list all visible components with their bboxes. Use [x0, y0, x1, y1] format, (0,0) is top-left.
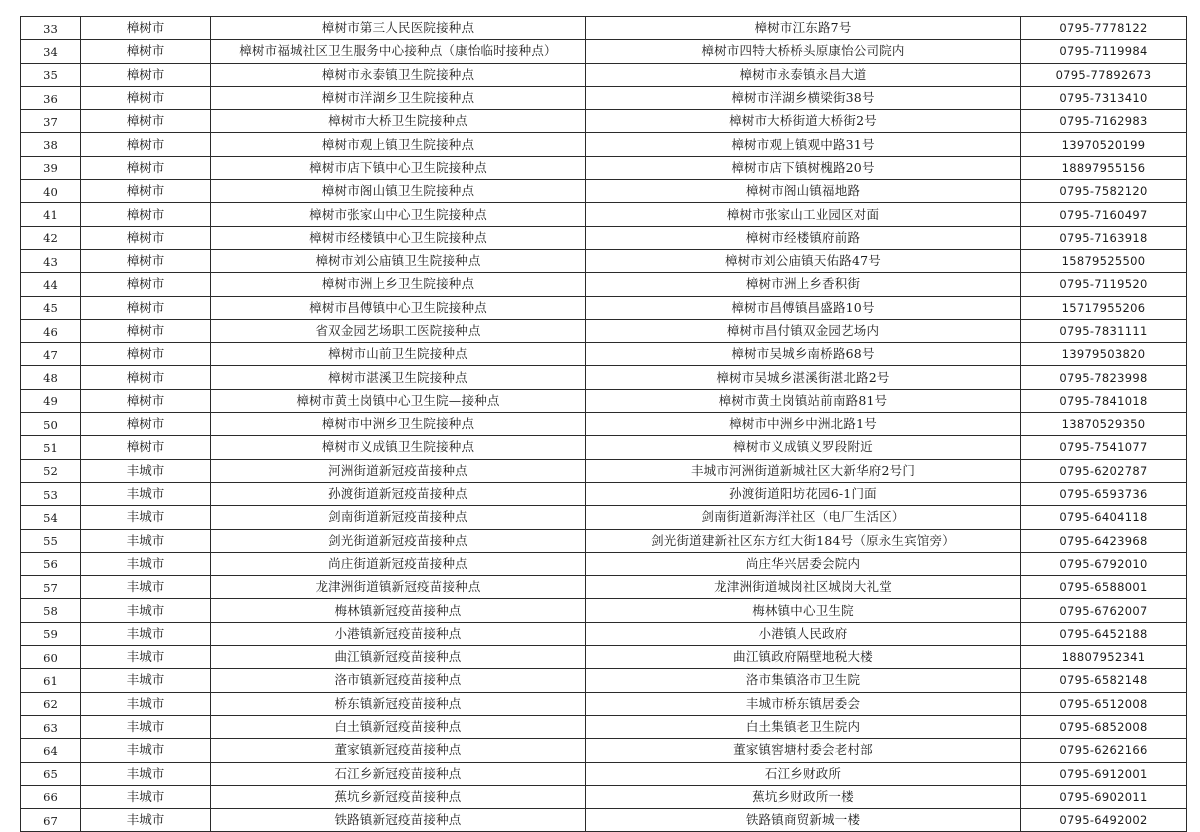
city-cell: 丰城市	[81, 599, 211, 622]
address-cell: 梅林镇中心卫生院	[586, 599, 1021, 622]
address-cell: 董家镇窖塘村委会老村部	[586, 739, 1021, 762]
phone-cell: 0795-7163918	[1021, 226, 1187, 249]
table-row	[21, 413, 1187, 436]
phone-cell: 0795-6902011	[1021, 785, 1187, 808]
site-name-cell: 石江乡新冠疫苗接种点	[211, 762, 586, 785]
address-cell: 尚庄华兴居委会院内	[586, 552, 1021, 575]
address-cell: 樟树市四特大桥桥头原康怡公司院内	[586, 40, 1021, 63]
city-cell: 樟树市	[81, 40, 211, 63]
site-name-cell: 樟树市观上镇卫生院接种点	[211, 133, 586, 156]
site-name-cell: 梅林镇新冠疫苗接种点	[211, 599, 586, 622]
site-name-cell: 铁路镇新冠疫苗接种点	[211, 809, 586, 832]
phone-cell: 18897955156	[1021, 156, 1187, 179]
row-number: 66	[21, 785, 81, 808]
city-cell: 丰城市	[81, 552, 211, 575]
address-cell: 剑南街道新海洋社区（电厂生活区）	[586, 506, 1021, 529]
site-name-cell: 孙渡街道新冠疫苗接种点	[211, 482, 586, 505]
row-number: 43	[21, 249, 81, 272]
row-number: 33	[21, 17, 81, 40]
row-number: 52	[21, 459, 81, 482]
table-row	[21, 459, 1187, 482]
vaccination-site-table	[20, 16, 1187, 832]
address-cell: 樟树市吴城乡湛溪街湛北路2号	[586, 366, 1021, 389]
address-cell: 樟树市昌付镇双金园艺场内	[586, 319, 1021, 342]
city-cell: 樟树市	[81, 86, 211, 109]
table-row	[21, 343, 1187, 366]
site-name-cell: 龙津洲街道镇新冠疫苗接种点	[211, 576, 586, 599]
city-cell: 丰城市	[81, 529, 211, 552]
address-cell: 蕉坑乡财政所一楼	[586, 785, 1021, 808]
phone-cell: 0795-7831111	[1021, 319, 1187, 342]
table-row	[21, 482, 1187, 505]
row-number: 48	[21, 366, 81, 389]
row-number: 67	[21, 809, 81, 832]
site-name-cell: 樟树市洋湖乡卫生院接种点	[211, 86, 586, 109]
site-name-cell: 河洲街道新冠疫苗接种点	[211, 459, 586, 482]
address-cell: 樟树市洋湖乡横梁街38号	[586, 86, 1021, 109]
city-cell: 樟树市	[81, 110, 211, 133]
phone-cell: 13970520199	[1021, 133, 1187, 156]
row-number: 36	[21, 86, 81, 109]
row-number: 59	[21, 622, 81, 645]
table-row	[21, 715, 1187, 738]
table-row	[21, 599, 1187, 622]
table-body	[21, 17, 1187, 832]
phone-cell: 0795-6582148	[1021, 669, 1187, 692]
site-name-cell: 剑光街道新冠疫苗接种点	[211, 529, 586, 552]
site-name-cell: 剑南街道新冠疫苗接种点	[211, 506, 586, 529]
address-cell: 樟树市昌傅镇昌盛路10号	[586, 296, 1021, 319]
phone-cell: 0795-6588001	[1021, 576, 1187, 599]
address-cell: 樟树市张家山工业园区对面	[586, 203, 1021, 226]
site-name-cell: 樟树市刘公庙镇卫生院接种点	[211, 249, 586, 272]
row-number: 63	[21, 715, 81, 738]
address-cell: 樟树市吴城乡南桥路68号	[586, 343, 1021, 366]
site-name-cell: 樟树市大桥卫生院接种点	[211, 110, 586, 133]
site-name-cell: 樟树市经楼镇中心卫生院接种点	[211, 226, 586, 249]
site-name-cell: 小港镇新冠疫苗接种点	[211, 622, 586, 645]
row-number: 53	[21, 482, 81, 505]
city-cell: 丰城市	[81, 692, 211, 715]
site-name-cell: 樟树市洲上乡卫生院接种点	[211, 273, 586, 296]
row-number: 42	[21, 226, 81, 249]
city-cell: 丰城市	[81, 646, 211, 669]
table-row	[21, 156, 1187, 179]
row-number: 45	[21, 296, 81, 319]
phone-cell: 0795-6912001	[1021, 762, 1187, 785]
site-name-cell: 白土镇新冠疫苗接种点	[211, 715, 586, 738]
site-name-cell: 樟树市第三人民医院接种点	[211, 17, 586, 40]
phone-cell: 0795-77892673	[1021, 63, 1187, 86]
table-row	[21, 785, 1187, 808]
address-cell: 樟树市义成镇义罗段附近	[586, 436, 1021, 459]
table-row	[21, 133, 1187, 156]
table-row	[21, 576, 1187, 599]
row-number: 55	[21, 529, 81, 552]
table-row	[21, 40, 1187, 63]
site-name-cell: 樟树市湛溪卫生院接种点	[211, 366, 586, 389]
row-number: 61	[21, 669, 81, 692]
phone-cell: 0795-6404118	[1021, 506, 1187, 529]
city-cell: 丰城市	[81, 669, 211, 692]
table-row	[21, 180, 1187, 203]
site-name-cell: 洛市镇新冠疫苗接种点	[211, 669, 586, 692]
table-row	[21, 529, 1187, 552]
address-cell: 樟树市洲上乡香积街	[586, 273, 1021, 296]
address-cell: 曲江镇政府隔壁地税大楼	[586, 646, 1021, 669]
table-row	[21, 739, 1187, 762]
phone-cell: 0795-7823998	[1021, 366, 1187, 389]
phone-cell: 15879525500	[1021, 249, 1187, 272]
address-cell: 樟树市江东路7号	[586, 17, 1021, 40]
phone-cell: 0795-6202787	[1021, 459, 1187, 482]
phone-cell: 0795-6512008	[1021, 692, 1187, 715]
address-cell: 孙渡街道阳坊花园6-1门面	[586, 482, 1021, 505]
address-cell: 龙津洲街道城岗社区城岗大礼堂	[586, 576, 1021, 599]
row-number: 39	[21, 156, 81, 179]
row-number: 50	[21, 413, 81, 436]
address-cell: 石江乡财政所	[586, 762, 1021, 785]
phone-cell: 18807952341	[1021, 646, 1187, 669]
phone-cell: 0795-6593736	[1021, 482, 1187, 505]
row-number: 47	[21, 343, 81, 366]
table-row	[21, 692, 1187, 715]
address-cell: 丰城市桥东镇居委会	[586, 692, 1021, 715]
city-cell: 丰城市	[81, 506, 211, 529]
site-name-cell: 省双金园艺场职工医院接种点	[211, 319, 586, 342]
city-cell: 樟树市	[81, 319, 211, 342]
city-cell: 丰城市	[81, 762, 211, 785]
table-row	[21, 552, 1187, 575]
row-number: 40	[21, 180, 81, 203]
phone-cell: 0795-7313410	[1021, 86, 1187, 109]
city-cell: 樟树市	[81, 156, 211, 179]
row-number: 57	[21, 576, 81, 599]
table-row	[21, 436, 1187, 459]
site-name-cell: 樟树市黄土岗镇中心卫生院—接种点	[211, 389, 586, 412]
city-cell: 丰城市	[81, 809, 211, 832]
table-row	[21, 226, 1187, 249]
site-name-cell: 樟树市中洲乡卫生院接种点	[211, 413, 586, 436]
city-cell: 丰城市	[81, 785, 211, 808]
row-number: 35	[21, 63, 81, 86]
row-number: 58	[21, 599, 81, 622]
site-name-cell: 樟树市山前卫生院接种点	[211, 343, 586, 366]
table-row	[21, 622, 1187, 645]
site-name-cell: 董家镇新冠疫苗接种点	[211, 739, 586, 762]
phone-cell: 15717955206	[1021, 296, 1187, 319]
table-row	[21, 809, 1187, 832]
row-number: 65	[21, 762, 81, 785]
address-cell: 樟树市黄土岗镇站前南路81号	[586, 389, 1021, 412]
city-cell: 樟树市	[81, 296, 211, 319]
phone-cell: 0795-6262166	[1021, 739, 1187, 762]
address-cell: 樟树市永泰镇永昌大道	[586, 63, 1021, 86]
row-number: 38	[21, 133, 81, 156]
table-row	[21, 63, 1187, 86]
phone-cell: 0795-6452188	[1021, 622, 1187, 645]
phone-cell: 0795-7841018	[1021, 389, 1187, 412]
phone-cell: 0795-7582120	[1021, 180, 1187, 203]
address-cell: 铁路镇商贸新城一楼	[586, 809, 1021, 832]
row-number: 56	[21, 552, 81, 575]
phone-cell: 0795-7778122	[1021, 17, 1187, 40]
site-name-cell: 樟树市阁山镇卫生院接种点	[211, 180, 586, 203]
row-number: 34	[21, 40, 81, 63]
address-cell: 樟树市经楼镇府前路	[586, 226, 1021, 249]
city-cell: 樟树市	[81, 180, 211, 203]
table-row	[21, 669, 1187, 692]
city-cell: 樟树市	[81, 389, 211, 412]
address-cell: 小港镇人民政府	[586, 622, 1021, 645]
table-row	[21, 646, 1187, 669]
site-name-cell: 蕉坑乡新冠疫苗接种点	[211, 785, 586, 808]
address-cell: 樟树市中洲乡中洲北路1号	[586, 413, 1021, 436]
site-name-cell: 樟树市张家山中心卫生院接种点	[211, 203, 586, 226]
table-row	[21, 319, 1187, 342]
table-row	[21, 203, 1187, 226]
city-cell: 丰城市	[81, 622, 211, 645]
address-cell: 剑光街道建新社区东方红大街184号（原永生宾馆旁）	[586, 529, 1021, 552]
phone-cell: 0795-6852008	[1021, 715, 1187, 738]
city-cell: 丰城市	[81, 482, 211, 505]
table-row	[21, 17, 1187, 40]
phone-cell: 0795-7119984	[1021, 40, 1187, 63]
row-number: 60	[21, 646, 81, 669]
city-cell: 樟树市	[81, 343, 211, 366]
city-cell: 樟树市	[81, 226, 211, 249]
row-number: 62	[21, 692, 81, 715]
city-cell: 丰城市	[81, 739, 211, 762]
city-cell: 樟树市	[81, 133, 211, 156]
address-cell: 洛市集镇洛市卫生院	[586, 669, 1021, 692]
table-row	[21, 366, 1187, 389]
city-cell: 丰城市	[81, 459, 211, 482]
table-row	[21, 506, 1187, 529]
row-number: 54	[21, 506, 81, 529]
city-cell: 樟树市	[81, 273, 211, 296]
row-number: 46	[21, 319, 81, 342]
row-number: 64	[21, 739, 81, 762]
city-cell: 樟树市	[81, 249, 211, 272]
address-cell: 樟树市阁山镇福地路	[586, 180, 1021, 203]
row-number: 41	[21, 203, 81, 226]
city-cell: 樟树市	[81, 63, 211, 86]
city-cell: 樟树市	[81, 366, 211, 389]
address-cell: 樟树市大桥街道大桥街2号	[586, 110, 1021, 133]
row-number: 44	[21, 273, 81, 296]
row-number: 49	[21, 389, 81, 412]
phone-cell: 0795-6762007	[1021, 599, 1187, 622]
table-row	[21, 249, 1187, 272]
site-name-cell: 樟树市福城社区卫生服务中心接种点（康怡临时接种点）	[211, 40, 586, 63]
site-name-cell: 桥东镇新冠疫苗接种点	[211, 692, 586, 715]
address-cell: 丰城市河洲街道新城社区大新华府2号门	[586, 459, 1021, 482]
phone-cell: 0795-7541077	[1021, 436, 1187, 459]
phone-cell: 0795-7162983	[1021, 110, 1187, 133]
table-row	[21, 389, 1187, 412]
address-cell: 樟树市刘公庙镇天佑路47号	[586, 249, 1021, 272]
site-name-cell: 尚庄街道新冠疫苗接种点	[211, 552, 586, 575]
city-cell: 樟树市	[81, 17, 211, 40]
phone-cell: 0795-6792010	[1021, 552, 1187, 575]
address-cell: 樟树市观上镇观中路31号	[586, 133, 1021, 156]
table-row	[21, 273, 1187, 296]
phone-cell: 13870529350	[1021, 413, 1187, 436]
city-cell: 丰城市	[81, 715, 211, 738]
city-cell: 樟树市	[81, 203, 211, 226]
site-name-cell: 樟树市昌傅镇中心卫生院接种点	[211, 296, 586, 319]
address-cell: 樟树市店下镇树槐路20号	[586, 156, 1021, 179]
table-row	[21, 110, 1187, 133]
row-number: 37	[21, 110, 81, 133]
phone-cell: 13979503820	[1021, 343, 1187, 366]
row-number: 51	[21, 436, 81, 459]
site-name-cell: 樟树市义成镇卫生院接种点	[211, 436, 586, 459]
city-cell: 樟树市	[81, 436, 211, 459]
phone-cell: 0795-6492002	[1021, 809, 1187, 832]
phone-cell: 0795-7119520	[1021, 273, 1187, 296]
phone-cell: 0795-7160497	[1021, 203, 1187, 226]
address-cell: 白土集镇老卫生院内	[586, 715, 1021, 738]
site-name-cell: 樟树市永泰镇卫生院接种点	[211, 63, 586, 86]
site-name-cell: 樟树市店下镇中心卫生院接种点	[211, 156, 586, 179]
phone-cell: 0795-6423968	[1021, 529, 1187, 552]
table-row	[21, 86, 1187, 109]
table-row	[21, 296, 1187, 319]
city-cell: 樟树市	[81, 413, 211, 436]
site-name-cell: 曲江镇新冠疫苗接种点	[211, 646, 586, 669]
city-cell: 丰城市	[81, 576, 211, 599]
